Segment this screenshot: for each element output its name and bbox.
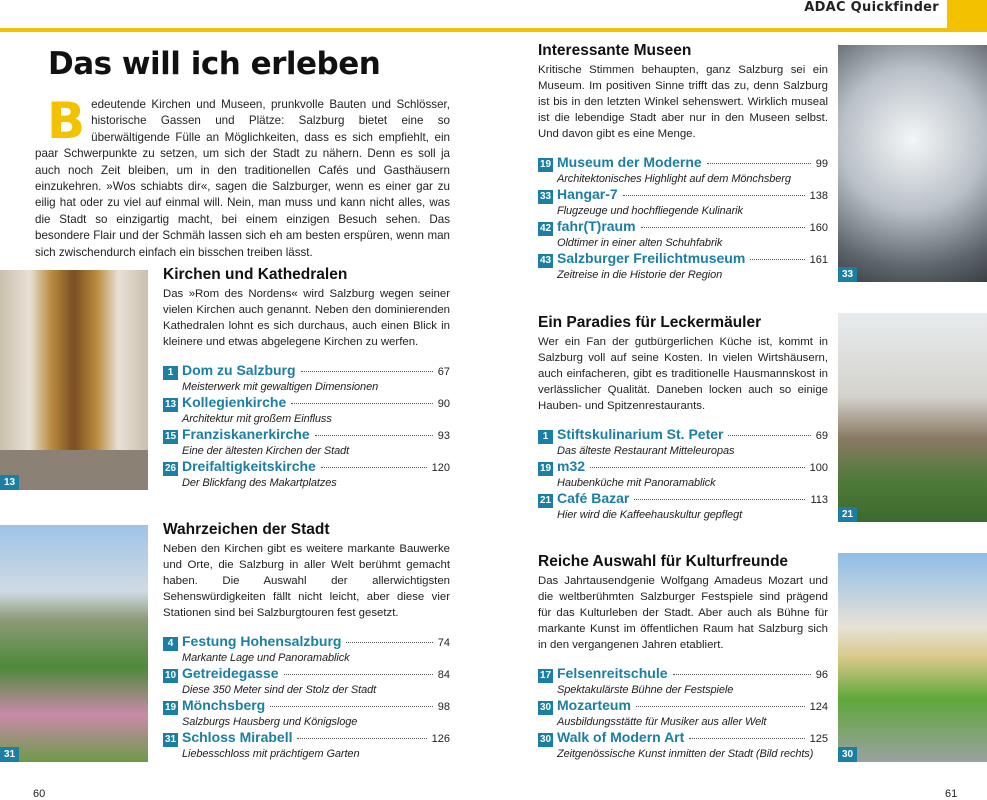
photo-badge: 33 [838, 267, 857, 282]
entry-title-link[interactable]: Salzburger Freilichtmuseum [557, 250, 746, 266]
entry-number-badge: 30 [539, 702, 552, 713]
section-text: Neben den Kirchen gibt es weitere markante Bauwerke und Orte, die Salzburg in aller Welt berühmt gemacht haben. Die Auswahl der allerwichtigsten Sehenswürdigkeiten fällt nicht leicht, aber diese vier Stationen sind bei Salzburgtouren fest gesetzt. [163, 543, 450, 619]
list-item[interactable] [538, 186, 828, 218]
entry-number-badge: 42 [539, 223, 552, 234]
photo-badge: 21 [838, 507, 857, 522]
section-text: Das Jahrtausendgenie Wolfgang Amadeus Mozart und die weltberühmten Salzburger Festspiele sind prägend für das Kulturleben der Stadt. Aber auch als Bühne für markante Kunst im öffentlichen Raum hat Salzburg sich in den vergangenen Jahren etabliert. [538, 575, 828, 651]
entry-title-link[interactable]: Mönchsberg [182, 697, 266, 713]
entry-number-badge: 33 [539, 191, 552, 202]
section-leckermaeuler [538, 314, 828, 522]
dotted-leader [636, 706, 805, 707]
entry-row [538, 697, 828, 715]
entry-row [538, 729, 828, 747]
photo-church-interior [0, 270, 148, 490]
entry-row [163, 394, 450, 412]
entry-title-link[interactable]: m32 [557, 458, 586, 474]
entry-page-number: 120 [431, 462, 450, 474]
section-heading: Interessante Museen [538, 42, 692, 59]
entry-row [163, 729, 450, 747]
entry-row [538, 186, 828, 204]
list-item[interactable] [163, 458, 450, 490]
entry-number-badge: 1 [163, 366, 178, 380]
entry-subtitle: Das älteste Restaurant Mitteleuropas [557, 445, 735, 457]
list-item[interactable] [163, 362, 450, 394]
entry-title-link[interactable]: Café Bazar [557, 490, 630, 506]
dotted-leader [750, 259, 804, 260]
entry-subtitle: Haubenküche mit Panoramablick [557, 477, 716, 489]
entry-subtitle: Zeitgenössische Kunst inmitten der Stadt (Bild rechts) [557, 748, 814, 760]
entry-page-number: 161 [809, 254, 828, 266]
entry-title-link[interactable]: Walk of Modern Art [557, 729, 685, 745]
entry-subtitle: Ausbildungsstätte für Musiker aus aller Welt [557, 716, 767, 728]
entry-subtitle: Diese 350 Meter sind der Stolz der Stadt [182, 684, 377, 696]
entry-subtitle: Liebesschloss mit prächtigem Garten [182, 748, 360, 760]
entry-subtitle: Eine der ältesten Kirchen der Stadt [182, 445, 350, 457]
list-item[interactable] [538, 490, 828, 522]
entry-page-number: 160 [809, 222, 828, 234]
photo-cafe-bazar [838, 313, 987, 522]
section-text: Kritische Stimmen behaupten, ganz Salzburg sei ein Museum. Im positiven Sinne trifft das zu, denn Salzburg ist bis in den letzten Winkel sehenswert. Wirklich museal ist die lebendige Stadt aber nur in den Museen selbst. Und davon gibt es eine Menge. [538, 64, 828, 140]
entry-page-number: 96 [815, 669, 828, 681]
photo-badge: 31 [0, 747, 19, 762]
list-item[interactable] [163, 697, 450, 729]
header-label: ADAC Quickfinder [804, 0, 939, 15]
entry-title-link[interactable]: Getreidegasse [182, 665, 279, 681]
dotted-leader [673, 674, 811, 675]
intro-paragraph [35, 92, 450, 261]
entry-subtitle: Salzburgs Hausberg und Königsloge [182, 716, 358, 728]
entry-page-number: 100 [809, 462, 828, 474]
dotted-leader [689, 738, 804, 739]
section-museen [538, 42, 828, 282]
section-text: Das »Rom des Nordens« wird Salzburg wegen seiner vielen Kirchen auch genannt. Neben den dominierenden Kathedralen lohnt es sich durchaus, auch einen Blick in kleinere und etwas abgelegene Kirchen zu werfen. [163, 288, 450, 348]
entry-number-badge: 10 [164, 670, 177, 681]
list-item[interactable] [538, 458, 828, 490]
dotted-leader [623, 195, 805, 196]
intro-text: edeutende Kirchen und Museen, prunkvolle Bauten und Schlösser, historische Gassen und Plätze: Salzburg bietet eine so überwältigende Fülle an Möglichkeiten, dass es sich empfiehlt, ein paar Schwerpunkte zu setzen, um sich der Stadt zu nähern. Denn es soll ja auch noch Zeit bleiben, um in den traditionellen Cafés und Gasthäusern einzukehren. »Wos schiabts dir«, sagen die Salzburger, wenn es einer gar zu eilig hat oder zu viel auf einmal will. Nein, man muss und kann nicht alles, was die Stadt so einzigartig macht, bei einem einzigen Besuch sehen. Das besondere Flair und der Schmäh lassen sich eh am besten erspüren, wenn man sich zwischendurch einfach ein bisschen treiben lässt. [35, 98, 450, 259]
list-item[interactable] [538, 250, 828, 282]
entry-page-number: 74 [437, 637, 450, 649]
section-kirchen [163, 266, 450, 490]
entry-row [538, 426, 828, 444]
entry-title-link[interactable]: Festung Hohensalzburg [182, 633, 342, 649]
section-text: Wer ein Fan der gutbürgerlichen Küche ist, kommt in Salzburg voll auf seine Kosten. In vielen Wirtshäusern, auch einfacheren, gibt es traditionelle Hausmannskost in verlässlicher Qualität. Daneben locken auch so einige Hauben- und Spitzenrestaurants. [538, 336, 828, 412]
entry-subtitle: Flugzeuge und hochfliegende Kulinarik [557, 205, 743, 217]
entry-page-number: 93 [437, 430, 450, 442]
entry-page-number: 125 [809, 733, 828, 745]
dotted-leader [284, 674, 433, 675]
entry-row [163, 362, 450, 380]
entry-page-number: 126 [431, 733, 450, 745]
entry-number-badge: 26 [164, 463, 177, 474]
dotted-leader [270, 706, 433, 707]
header-accent-bar [947, 0, 987, 32]
entry-title-link[interactable]: Museum der Moderne [557, 154, 702, 170]
list-item[interactable] [538, 218, 828, 250]
entry-title-link[interactable]: Kollegienkirche [182, 394, 287, 410]
entry-row [163, 633, 450, 651]
entry-number-badge: 19 [539, 463, 552, 474]
entry-row [163, 697, 450, 715]
dotted-leader [707, 163, 811, 164]
entry-subtitle: Hier wird die Kaffeehauskultur gepflegt [557, 509, 743, 521]
dotted-leader [291, 403, 432, 404]
entry-number-badge: 43 [539, 255, 552, 266]
page-number-right: 61 [945, 788, 958, 800]
dotted-leader [301, 371, 433, 372]
photo-walk-of-modern-art [838, 553, 987, 762]
entry-page-number: 98 [437, 701, 450, 713]
section-kultur [538, 553, 828, 761]
entry-title-link[interactable]: Hangar-7 [557, 186, 618, 202]
entry-title-link[interactable]: fahr(T)raum [557, 218, 636, 234]
entry-number-badge: 19 [164, 702, 177, 713]
entry-row [163, 426, 450, 444]
list-item[interactable] [163, 426, 450, 458]
entry-subtitle: Architektonisches Highlight auf dem Mönchsberg [557, 173, 791, 185]
entry-number-badge: 1 [538, 430, 553, 444]
entry-number-badge: 21 [539, 495, 552, 506]
list-item[interactable] [538, 665, 828, 697]
list-item[interactable] [163, 394, 450, 426]
entry-page-number: 124 [809, 701, 828, 713]
entry-page-number: 84 [437, 669, 450, 681]
entry-number-badge: 17 [539, 670, 552, 681]
section-heading: Reiche Auswahl für Kulturfreunde [538, 553, 789, 570]
dotted-leader [641, 227, 805, 228]
entry-subtitle: Meisterwerk mit gewaltigen Dimensionen [182, 381, 379, 393]
entry-number-badge: 30 [539, 734, 552, 745]
entry-row [163, 665, 450, 683]
entry-row [538, 218, 828, 236]
dotted-leader [315, 435, 433, 436]
entry-subtitle: Markante Lage und Panoramablick [182, 652, 350, 664]
dotted-leader [634, 499, 805, 500]
entry-subtitle: Der Blickfang des Makartplatzes [182, 477, 337, 489]
entry-row [538, 490, 828, 508]
list-item[interactable] [538, 697, 828, 729]
dotted-leader [590, 467, 805, 468]
entry-subtitle: Architektur mit großem Einfluss [182, 413, 332, 425]
entry-title-link[interactable]: Schloss Mirabell [182, 729, 293, 745]
entry-row [538, 458, 828, 476]
entry-title-link[interactable]: Stiftskulinarium St. Peter [557, 426, 724, 442]
header-rule [0, 28, 987, 32]
entry-page-number: 67 [437, 366, 450, 378]
list-item[interactable] [163, 633, 450, 665]
dotted-leader [346, 642, 432, 643]
list-item[interactable] [538, 729, 828, 761]
entry-title-link[interactable]: Dom zu Salzburg [182, 362, 296, 378]
entry-number-badge: 19 [539, 159, 552, 170]
section-heading: Wahrzeichen der Stadt [163, 521, 330, 538]
list-item[interactable] [163, 665, 450, 697]
list-item[interactable] [163, 729, 450, 761]
entry-row [538, 154, 828, 172]
entry-number-badge: 13 [164, 399, 177, 410]
entry-row [538, 250, 828, 268]
entry-page-number: 138 [809, 190, 828, 202]
entry-page-number: 113 [810, 494, 828, 506]
entry-title-link[interactable]: Franziskanerkirche [182, 426, 310, 442]
photo-mirabell-garden [0, 525, 148, 762]
entry-row [538, 665, 828, 683]
entry-subtitle: Oldtimer in einer alten Schuhfabrik [557, 237, 723, 249]
dotted-leader [321, 467, 427, 468]
page-title: Das will ich erleben [48, 46, 381, 82]
list-item[interactable] [538, 426, 828, 458]
entry-page-number: 99 [815, 158, 828, 170]
entry-number-badge: 15 [164, 431, 177, 442]
dotted-leader [728, 435, 810, 436]
entry-subtitle: Zeitreise in die Historie der Region [557, 269, 723, 281]
section-wahrzeichen [163, 521, 450, 761]
dotted-leader [297, 738, 426, 739]
list-item[interactable] [538, 154, 828, 186]
photo-badge: 13 [0, 475, 19, 490]
entry-subtitle: Spektakulärste Bühne der Festspiele [557, 684, 734, 696]
entry-number-badge: 4 [163, 637, 178, 651]
entry-page-number: 90 [437, 398, 450, 410]
section-heading: Ein Paradies für Leckermäuler [538, 314, 762, 331]
dropcap: B [47, 92, 86, 150]
entry-row [163, 458, 450, 476]
entry-number-badge: 31 [164, 734, 177, 745]
entry-title-link[interactable]: Felsenreitschule [557, 665, 668, 681]
photo-hangar7 [838, 45, 987, 282]
entry-page-number: 69 [815, 430, 828, 442]
section-heading: Kirchen und Kathedralen [163, 266, 348, 283]
entry-title-link[interactable]: Dreifaltigkeitskirche [182, 458, 316, 474]
photo-badge: 30 [838, 747, 857, 762]
entry-title-link[interactable]: Mozarteum [557, 697, 631, 713]
page-number-left: 60 [33, 788, 46, 800]
